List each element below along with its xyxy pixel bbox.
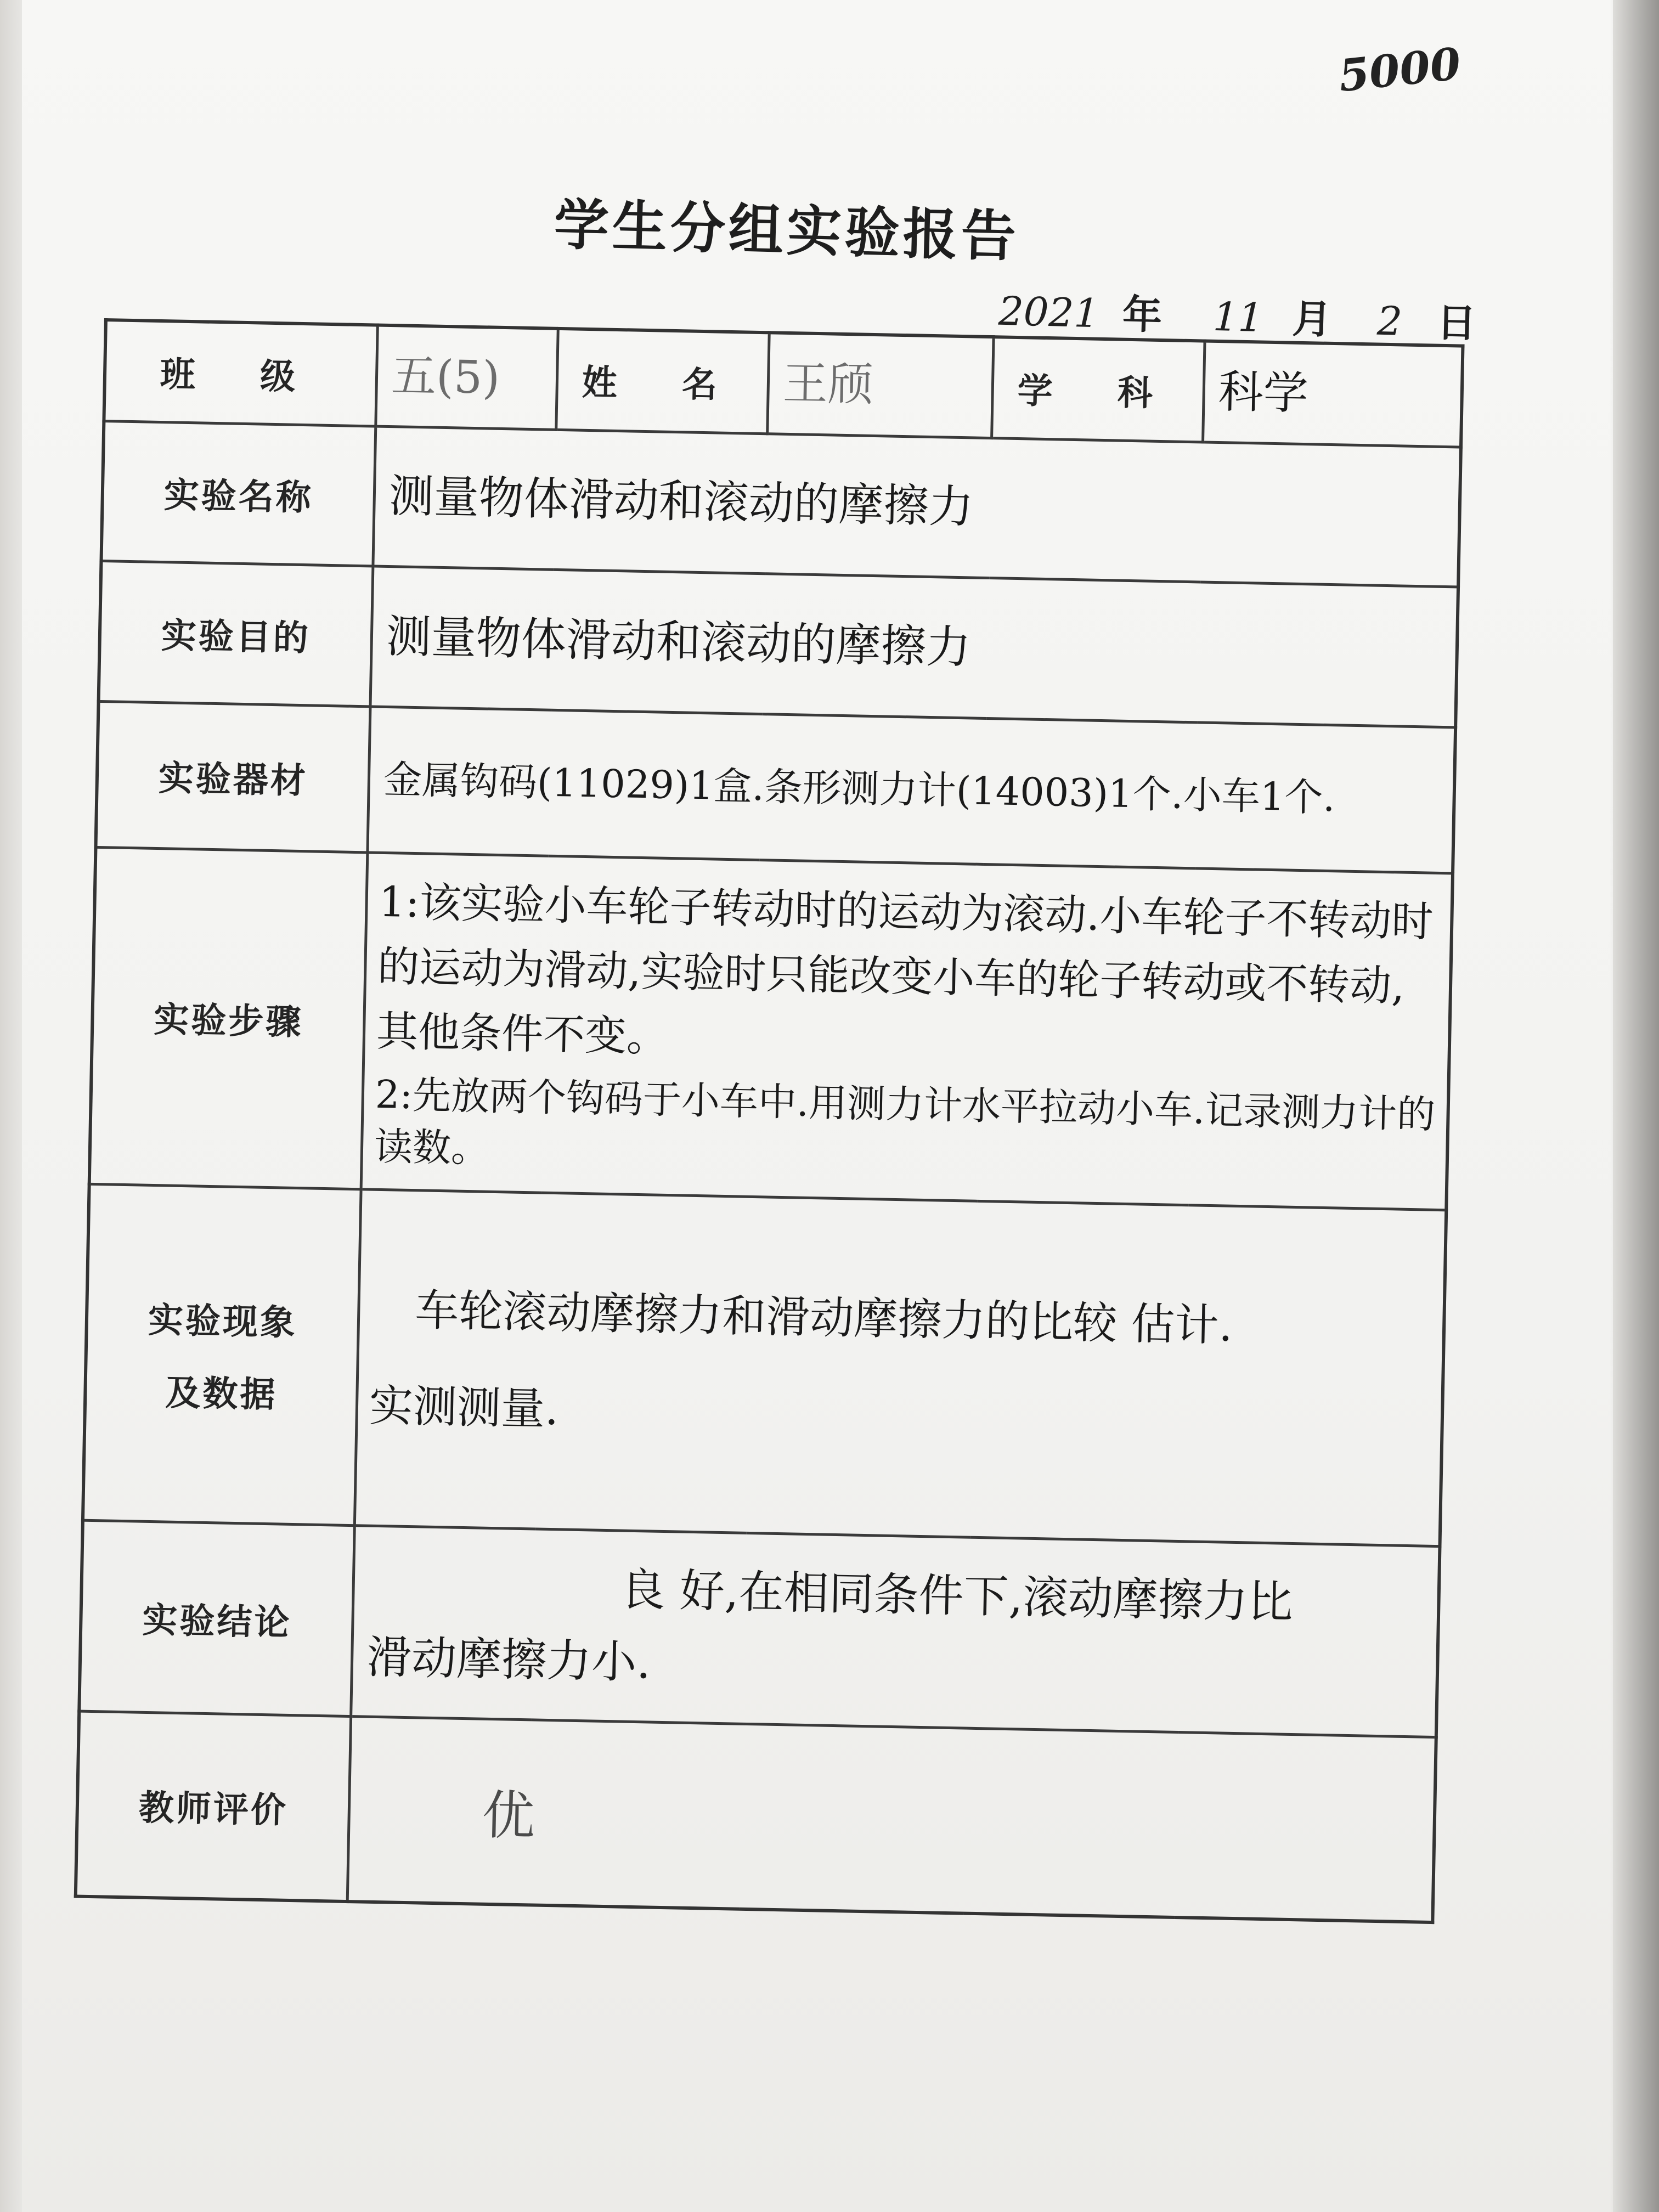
subject-value: 科学: [1203, 341, 1463, 447]
purpose-value: 测量物体滑动和滚动的摩擦力: [370, 566, 1458, 727]
phenomena-label-line1: 实验现象: [148, 1300, 298, 1344]
row-steps: [89, 847, 1453, 1210]
phenomena-label: [83, 1184, 361, 1526]
date-month-unit: 月: [1291, 295, 1333, 343]
date-day-unit: 日: [1436, 299, 1477, 347]
steps-value: [361, 853, 1453, 1210]
corner-handwritten-note: 5000: [1336, 37, 1463, 102]
class-value: 五(5): [376, 325, 558, 430]
date-year-unit: 年: [1121, 291, 1163, 338]
page-edge-shadow: [1610, 0, 1659, 2212]
report-form: [74, 318, 1465, 1924]
materials-label: 实验器材: [95, 701, 370, 852]
phenomena-line2: 实测测量.: [369, 1380, 560, 1435]
name-value: 王颀: [768, 332, 994, 438]
teacher-eval-value: 优: [347, 1717, 1436, 1922]
row-exp-name: [101, 421, 1460, 587]
date-day: 2: [1376, 297, 1403, 345]
report-title: 学生分组实验报告: [553, 192, 1020, 269]
row-materials: [95, 701, 1455, 873]
conclusion-label: 实验结论: [79, 1520, 354, 1716]
conclusion-line1: 良 好,在相同条件下,滚动摩擦力比: [619, 1564, 1294, 1629]
phenomena-label-line2: 及数据: [165, 1373, 278, 1416]
row-teacher-eval: [76, 1711, 1436, 1922]
name-label: 姓 名: [556, 329, 769, 433]
date-month: 11: [1212, 293, 1264, 341]
row-phenomena: [83, 1184, 1446, 1547]
step-2: 2:先放两个钩码于小车中.用测力计水平拉动小车.记录测力计的读数。: [374, 1072, 1436, 1171]
report-table: [74, 318, 1465, 1924]
row-conclusion: [79, 1520, 1440, 1737]
teacher-eval-label: 教师评价: [76, 1711, 351, 1901]
purpose-label: 实验目的: [99, 561, 373, 707]
subject-label: 学 科: [992, 337, 1205, 442]
phenomena-line1: 车轮滚动摩擦力和滑动摩擦力的比较 估计.: [414, 1284, 1233, 1351]
materials-value: 金属钩码(11029)1盒.条形测力计(14003)1个.小车1个.: [368, 707, 1455, 873]
step-1: 1:该实验小车轮子转动时的运动为滚动.小车轮子不转动时的运动为滑动,实验时只能改变小车的轮子转动或不转动,其他条件不变。: [376, 877, 1434, 1061]
conclusion-value: [351, 1526, 1440, 1737]
steps-label: 实验步骤: [89, 847, 368, 1189]
phenomena-value: [354, 1189, 1446, 1547]
exp-name-value: 测量物体滑动和滚动的摩擦力: [373, 426, 1461, 588]
date-year: 2021: [997, 287, 1100, 337]
conclusion-line2: 滑动摩擦力小.: [366, 1631, 652, 1689]
row-purpose: [99, 561, 1458, 727]
exp-name-label: 实验名称: [101, 421, 375, 566]
class-label: 班 级: [104, 320, 377, 426]
